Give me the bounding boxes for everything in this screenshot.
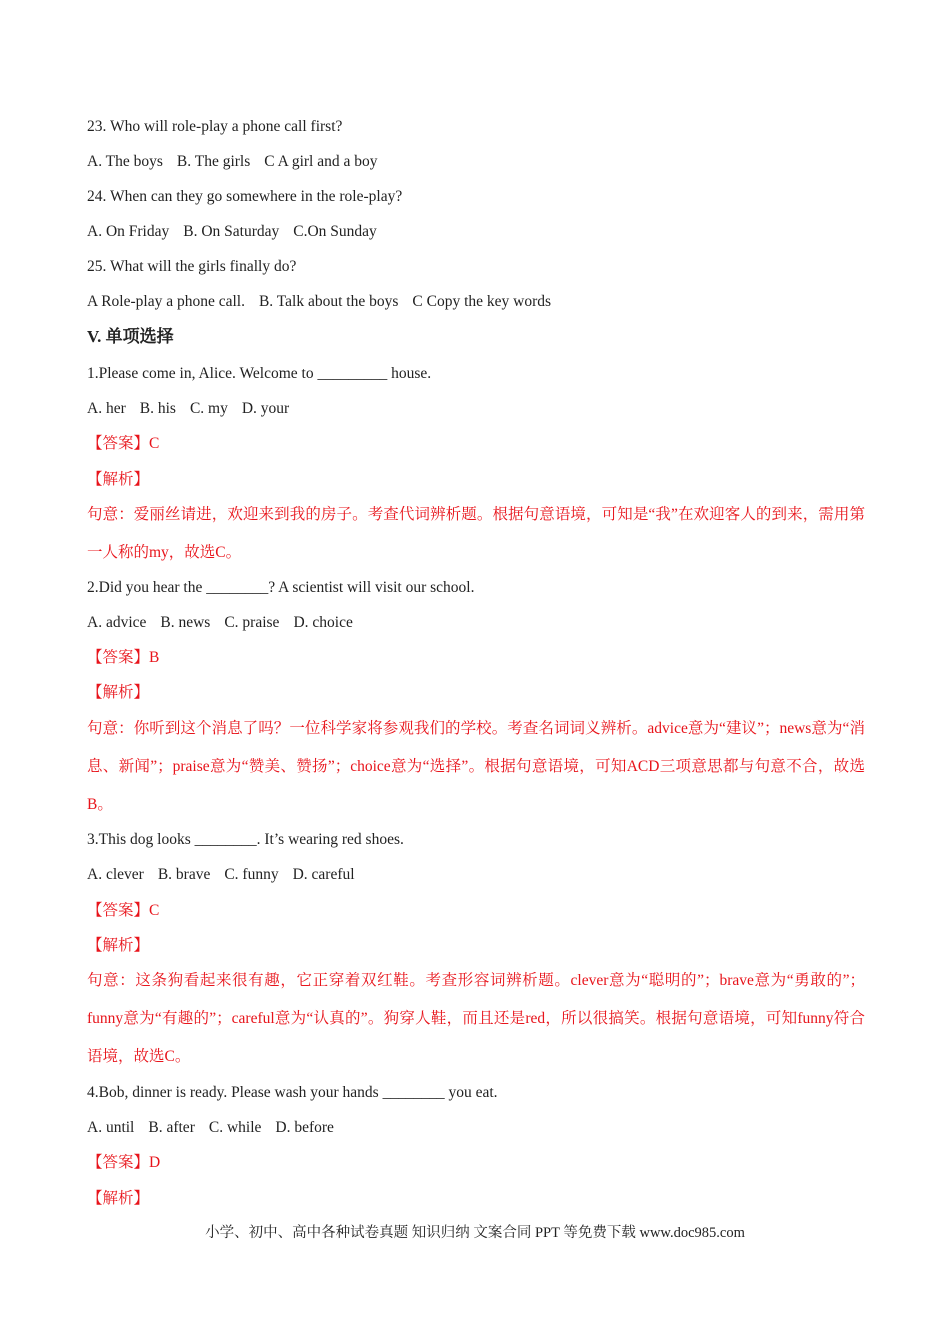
option: A. advice [87, 614, 147, 631]
question-25: 25. What will the girls finally do? [87, 258, 297, 275]
option: B. Talk about the boys [258, 293, 399, 310]
option: D. before [275, 1119, 334, 1136]
option: D. careful [292, 866, 355, 883]
option: A. until [87, 1119, 135, 1136]
option: D. your [241, 400, 290, 417]
mcq-4-question: 4.Bob, dinner is ready. Please wash your hands ________ you eat. [87, 1084, 498, 1101]
option: C. funny [224, 866, 279, 883]
mcq-3-analysis-label: 【解析】 [87, 937, 150, 954]
question-25-options [87, 292, 565, 312]
mcq-3-options [87, 865, 369, 885]
section-heading: V. 单项选择 [87, 327, 174, 346]
option: B. brave [157, 866, 211, 883]
mcq-3-answer: 【答案】C [87, 902, 160, 919]
option: B. news [160, 614, 211, 631]
mcq-3-question: 3.This dog looks ________. It’s wearing red shoes. [87, 831, 404, 848]
option: A Role-play a phone call. [87, 293, 245, 310]
mcq-1-analysis-label: 【解析】 [87, 471, 150, 488]
option: B. his [139, 400, 176, 417]
option: B. On Saturday [183, 223, 280, 240]
option: C.On Sunday [293, 223, 377, 240]
option: A. The boys [87, 153, 163, 170]
mcq-1-question: 1.Please come in, Alice. Welcome to _________ house. [87, 365, 432, 382]
option: A. her [87, 400, 126, 417]
question-24: 24. When can they go somewhere in the role-play? [87, 188, 403, 205]
question-24-options [87, 222, 391, 242]
option: D. choice [293, 614, 353, 631]
mcq-4-answer: 【答案】D [87, 1154, 161, 1171]
question-23: 23. Who will role-play a phone call first? [87, 118, 343, 135]
mcq-1-options [87, 399, 303, 419]
option: B. The girls [176, 153, 251, 170]
mcq-3-analysis: 句意：这条狗看起来很有趣，它正穿着双红鞋。考查形容词辨析题。clever意为“聪明的”；brave意为“勇敢的”；funny意为“有趣的”；careful意为“认真的”。狗穿人鞋，而且还是red，所以很搞笑。根据句意语境，可知funny符合语境，故选C。 [87, 972, 865, 1065]
option: A. clever [87, 866, 144, 883]
option: C A girl and a boy [264, 153, 378, 170]
mcq-1-answer: 【答案】C [87, 435, 160, 452]
mcq-2-answer: 【答案】B [87, 649, 160, 666]
option: C. while [208, 1119, 262, 1136]
mcq-2-question: 2.Did you hear the ________? A scientist will visit our school. [87, 579, 475, 596]
option: C Copy the key words [412, 293, 552, 310]
option: C. praise [224, 614, 280, 631]
mcq-2-analysis: 句意：你听到这个消息了吗？一位科学家将参观我们的学校。考查名词词义辨析。advice意为“建议”；news意为“消息、新闻”；praise意为“赞美、赞扬”；choice意为“选择”。根据句意语境，可知ACD三项意思都与句意不合，故选B。 [87, 720, 865, 813]
question-23-options [87, 152, 392, 172]
mcq-1-analysis: 句意：爱丽丝请进，欢迎来到我的房子。考查代词辨析题。根据句意语境，可知是“我”在欢迎客人的到来，需用第一人称的my，故选C。 [87, 506, 865, 561]
mcq-2-analysis-label: 【解析】 [87, 684, 150, 701]
mcq-2-options [87, 613, 367, 633]
option: B. after [148, 1119, 195, 1136]
option: A. On Friday [87, 223, 170, 240]
mcq-4-analysis-label: 【解析】 [87, 1190, 150, 1207]
mcq-4-options [87, 1118, 348, 1138]
page-footer: 小学、初中、高中各种试卷真题 知识归纳 文案合同 PPT 等免费下载 www.doc985.com [205, 1225, 745, 1241]
option: C. my [189, 400, 228, 417]
